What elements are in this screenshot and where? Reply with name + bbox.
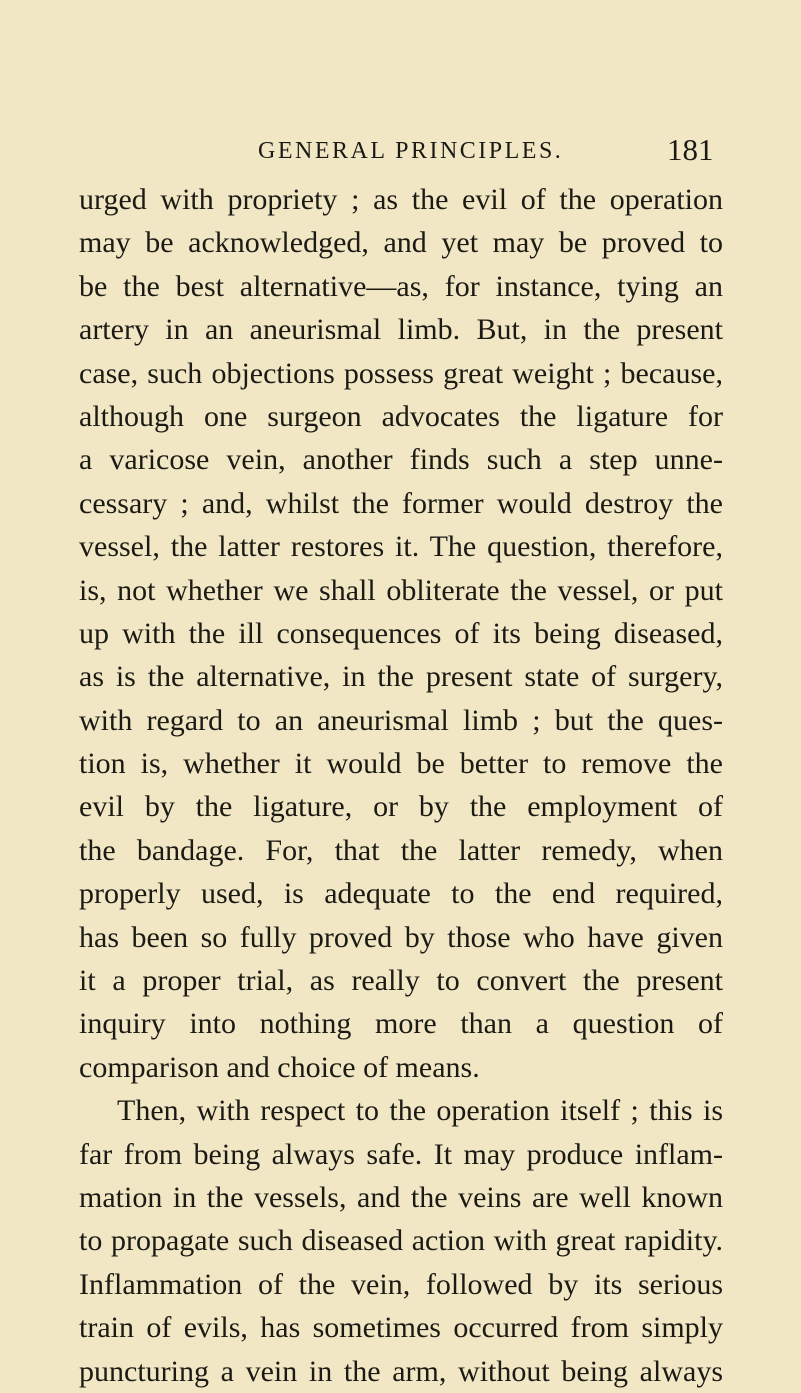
text-line: may be acknowledged, and yet may be proved to	[79, 226, 723, 260]
text-line: artery in an aneurismal limb. But, in the present	[79, 313, 723, 347]
text-line: puncturing a vein in the arm, without being always	[79, 1354, 723, 1388]
text-line: the bandage. For, that the latter remedy, when	[79, 833, 723, 867]
text-line: Inflammation of the vein, followed by its serious	[79, 1267, 723, 1301]
body-text	[79, 178, 723, 1393]
text-line: urged with propriety ; as the evil of the operation	[79, 183, 723, 216]
text-line: be the best alternative—as, for instance, tying an	[79, 269, 723, 303]
text-line: with regard to an aneurismal limb ; but the ques-	[79, 703, 723, 737]
text-line: as is the alternative, in the present state of surgery,	[79, 660, 723, 694]
text-line: it a proper trial, as really to convert the present	[79, 964, 723, 998]
paragraph-start-line: Then, with respect to the operation itself ; this is	[117, 1094, 723, 1128]
text-line: mation in the vessels, and the veins are well known	[79, 1180, 723, 1214]
text-line: although one surgeon advocates the ligature for	[79, 399, 723, 433]
text-line: tion is, whether it would be better to remove the	[79, 747, 723, 781]
text-line: far from being always safe. It may produce inflam-	[79, 1137, 723, 1171]
text-line: train of evils, has sometimes occurred from simply	[79, 1311, 723, 1345]
text-line: a varicose vein, another finds such a step unne-	[79, 443, 723, 477]
text-line: to propagate such diseased action with great rapidity.	[79, 1224, 723, 1258]
text-line: evil by the ligature, or by the employment of	[79, 790, 723, 824]
paragraph-end-line: comparison and choice of means.	[79, 1050, 480, 1084]
text-line: up with the ill consequences of its being diseased,	[79, 616, 723, 650]
text-line: vessel, the latter restores it. The question, therefore,	[79, 530, 723, 564]
running-head: GENERAL PRINCIPLES.	[258, 138, 564, 164]
text-line: has been so fully proved by those who have given	[79, 920, 723, 954]
text-line: cessary ; and, whilst the former would destroy the	[79, 486, 723, 520]
text-line: case, such objections possess great weight ; because,	[79, 356, 723, 390]
page-number: 181	[667, 132, 714, 167]
text-line: properly used, is adequate to the end required,	[79, 877, 723, 911]
text-line: inquiry into nothing more than a question of	[79, 1007, 723, 1041]
text-line: is, not whether we shall obliterate the vessel, or put	[79, 573, 723, 607]
